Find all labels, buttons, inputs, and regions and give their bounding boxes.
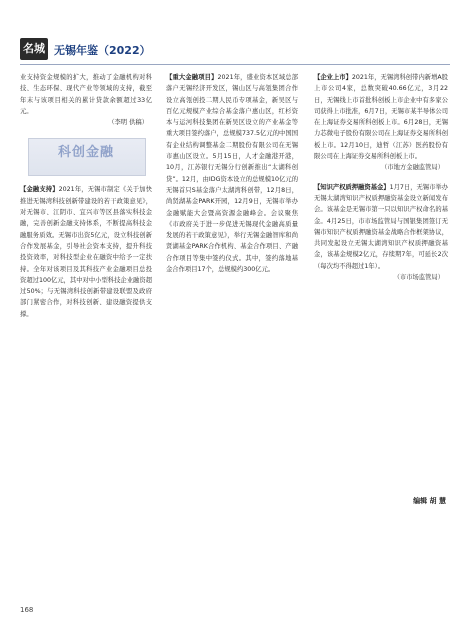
editor-credit: 编辑 胡 慧 (413, 497, 446, 505)
yearbook-logo: 名城 (20, 38, 48, 60)
paragraph-text: 2021年，无锡市制定《关于加快推进无锡湾科技创新带建设的若干政策意见》，对无锡市、江阴市、宜兴市等区县落实科技金融，完善创新金融支持体系，不断提高科技金融服务质效。无锡市出资5亿元，设立科技创新合作发展基金，引导社会资本支持，提升科技投资效率，对科技型企业在融资中给予一定扶持。全年对该项目及其科技产业金融项目总投资超过100亿元，其中对中小型科技企业融资超过50%；与无锡湾科技创新带建设联盟及政府部门紧密合作，对科技创新、建设融资提供支撑。 (20, 186, 152, 318)
paragraph (166, 72, 298, 275)
column-2 (166, 72, 298, 275)
source-note: （市地方金融监管局） (381, 164, 444, 172)
column-1 (20, 72, 152, 320)
section-heading (20, 138, 152, 174)
yearbook-title: 无锡年鉴（2022） (54, 44, 151, 57)
paragraph-text: 2021年，盛业资本区域总部落户无锡经济开发区，锡山区与高瓴集团合作设立高瓴创投二期人民币专项基金，新吴区与百亿元规模产业综合基金落户惠山区，红杉资本与运河科技集团在新吴区设立的产业基金等重大项目签约落户，总规模737.5亿元的中国国有企业结构调整基金二期股份有限公司在无锡市惠山区设立。5月15日，人才金融港开港，10月，江苏银行无锡分行创新推出“太湖科创贷”。12月，由IDG资本设立的总规模10亿元的无锡首只S基金落户太湖湾科创带，12月8日，尚贤湖基金PARK开园，12月9日，无锡市举办金融赋能大会暨高资源金融峰会。会议聚焦《市政府关于进一步促进无锡现代金融高质量发展的若干政策意见》，举行无锡金融智库和尚贤湖基金PARK合作机构、基金合作项目、产融合作项目等集中签约仪式。其中，签约落地基金合作项目17个，总规模约300亿元。 (166, 74, 298, 274)
paragraph: 业支持资金规模的扩大，推动了金融机构对科技、生态环保、现代产业等领域的支持，截至年末与该项目相关的累计贷款余额超过33亿元。 (20, 74, 152, 115)
paragraph-tag: 【知识产权质押融资基金】 (314, 183, 390, 191)
page-number: 168 (20, 606, 34, 614)
section-heading-text: 科创金融 (57, 145, 114, 161)
page-header (20, 38, 450, 64)
paragraph-tag: 【金融支持】 (20, 186, 59, 194)
paragraph (20, 184, 152, 320)
paragraph-tag: 【重大金融项目】 (166, 74, 218, 81)
source-note: （李明 供稿） (108, 119, 148, 127)
paragraph (314, 182, 448, 272)
paragraph-text: 2021年，无锡湾科创带内新增A股上市公司4家，总数突破40.66亿元，3月22日，无锡线上市首批科创板上市企业中有多家公司获得上市批准，6月7日，无锡市某半导体公司在上海证券交易所科创板上市。6月28日，无锡力芯微电子股份有限公司在上海证券交易所科创板上市。12月10日，迪哲（江苏）医药股份有限公司在上海证券交易所科创板上市。 (314, 74, 448, 161)
paragraph-tag: 【企业上市】 (314, 74, 352, 81)
source-note: （市市场监管局） (393, 274, 444, 282)
paragraph (314, 72, 448, 162)
header-rule (20, 64, 450, 65)
paragraph-text: 1月7日，无锡市举办无锡太湖湾知识产权质押融资基金设立新闻发布会。该基金是无锡市第一只以知识产权命名的基金。4月25日，市市场监管局与国银集团签订无锡市知识产权质押融资基金战略合作框架协议，共同发起设立无锡太湖湾知识产权质押融资基金，该基金规模2亿元，存续期7年，可延长2次（每次均不得超过1年）。 (314, 183, 449, 270)
column-3 (314, 72, 448, 283)
